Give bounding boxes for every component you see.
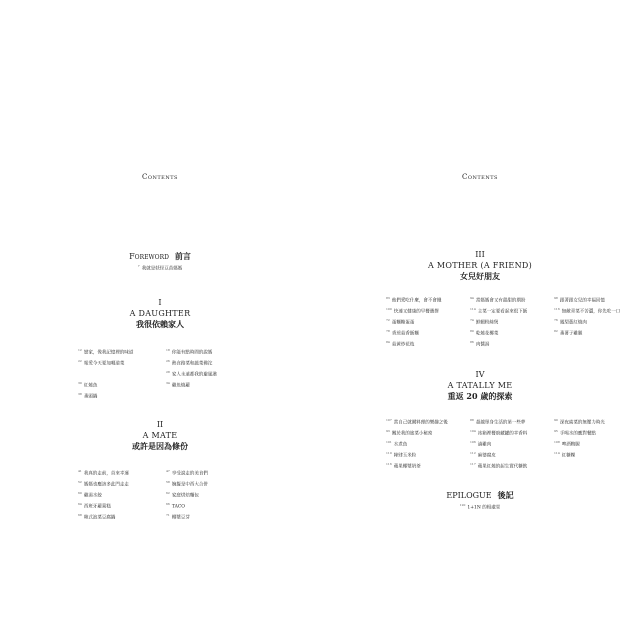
entry-title: 關於我的旅菜小秘密 [391, 431, 433, 437]
entry-number: 100 [386, 307, 392, 311]
entry-number: 12 [78, 348, 82, 352]
entry-title: 蘋果椰漿奶茶 [393, 464, 421, 470]
toc-entry [386, 437, 464, 448]
entry-number: 72 [386, 318, 390, 322]
section-title-zh: 或許是因為條份 [132, 441, 188, 451]
toc-entry [386, 326, 464, 337]
toc-entry [470, 293, 548, 304]
toc-entry [470, 326, 548, 337]
entry-number: 78 [386, 329, 390, 333]
entry-title: 主菜一定要看起來很下飯 [477, 309, 528, 315]
toc-entry [554, 415, 632, 426]
foreword-heading [0, 251, 320, 262]
entry-title: 冰箱裡餐廚藏罐的幸香料 [477, 431, 528, 437]
entry-number: 120 [459, 503, 466, 507]
entry-title: 蘋果紅燒的起生實代糖飲 [477, 464, 528, 470]
entry-title: 我真的走前，首來幸運 [83, 471, 129, 477]
entry-title: 家庭烘焙麵包 [171, 493, 199, 499]
entry-title: 戀家，像我記憶裡的味道 [83, 350, 134, 356]
epilogue-zh: 後記 [497, 490, 514, 500]
entry-title: 家人永遠都我的避風港 [171, 372, 217, 378]
entry-number: 7 [137, 264, 140, 268]
toc-entry [554, 426, 632, 437]
entry-number: 93 [386, 429, 390, 433]
entry-title: 乾燒花椰菜 [475, 331, 499, 337]
toc-entry [386, 293, 464, 304]
section-title-en: A MOTHER (A FRIEND) [427, 261, 533, 270]
entry-number: 82 [554, 329, 558, 333]
toc-entry [470, 437, 548, 448]
entry-number: 108 [554, 440, 560, 444]
section-4-entries [386, 415, 632, 470]
toc-entry [166, 378, 248, 389]
epilogue-heading [320, 490, 640, 501]
section-number: IV [475, 370, 485, 379]
entry-title: 當媽媽會又有甜甜的期盼 [475, 298, 526, 304]
entry-title: 熱食路菜和蔬菜佛沱 [171, 361, 213, 367]
entry-number: 38 [78, 392, 82, 396]
entry-title: 當自己就爾料理的樂趣之後 [393, 420, 448, 426]
toc-entry [166, 367, 248, 378]
toc-entry [554, 448, 632, 459]
entry-title: 蛋麵糖蛋蛋 [391, 320, 415, 326]
entry-title: 西班牙蘿蔔糕 [83, 504, 111, 510]
entry-title: 享受說走的美食們 [171, 471, 208, 477]
entry-title: 無敵青菜不苦澀，你先吃一口 [561, 309, 621, 315]
toc-entry [554, 437, 632, 448]
entry-title: 雞魚燒蘿 [171, 383, 190, 389]
toc-entry [470, 315, 548, 326]
section-title-zh: 女兒好朋友 [460, 271, 500, 281]
entry-number: 52 [78, 480, 82, 484]
toc-entry [78, 356, 160, 367]
section-2-heading [0, 420, 320, 452]
entry-title: 鮮蝦粉絲煲 [475, 320, 499, 326]
entry-number: 114 [554, 451, 560, 455]
contents-title: Contents [142, 173, 178, 181]
toc-entry [78, 488, 160, 499]
toc-entry [78, 466, 160, 477]
epilogue-entry [320, 501, 640, 513]
entry-number: 94 [470, 296, 474, 300]
section-title-en: A DAUGHTER [129, 309, 191, 318]
section-3-entries [386, 293, 632, 348]
entry-title: 1+1N 的相處堂 [467, 505, 501, 511]
foreword-en: Foreword [129, 252, 169, 261]
entry-title: 跟著跟女兒的幸福回憶 [559, 298, 605, 304]
entry-number: 84 [386, 340, 390, 344]
toc-entry [386, 415, 464, 426]
toc-entry [166, 477, 248, 488]
entry-number: 110 [386, 451, 392, 455]
entry-number: 22 [78, 359, 82, 363]
entry-title: 我就是妖怪豆苗媽媽 [141, 266, 183, 272]
entry-title: 他們愛吃什麼，會不會餓 [391, 298, 442, 304]
entry-title: 韓肆玉米粒 [393, 453, 417, 459]
entry-title: 你能有點時間的說媽 [171, 350, 213, 356]
entry-title: 蒜黃炒花枝 [391, 342, 415, 348]
foreword-entry [0, 262, 320, 274]
entry-number: 76 [554, 318, 558, 322]
entry-number: 116 [386, 462, 392, 466]
entry-number: 68 [78, 513, 82, 517]
toc-entry [78, 345, 160, 356]
section-title-zh: 我很依賴家人 [136, 319, 184, 329]
entry-title: 鳳梨蔥紅燒肉 [559, 320, 587, 326]
entry-title: 啤酒鴨腿 [561, 442, 580, 448]
entry-number: 58 [166, 480, 170, 484]
entry-number: 60 [78, 491, 82, 495]
entry-title: 番頭鍋 [83, 394, 98, 400]
toc-entry [166, 488, 248, 499]
entry-title: 椰漿豆芽 [171, 515, 190, 521]
entry-number: 116 [554, 307, 560, 311]
toc-entry [78, 367, 160, 378]
entry-number: 86 [470, 340, 474, 344]
right-page [320, 0, 640, 640]
toc-entry [166, 466, 248, 477]
entry-number: 30 [78, 381, 82, 385]
toc-entry [78, 378, 160, 389]
entry-number: 117 [470, 462, 476, 466]
toc-entry [166, 356, 248, 367]
entry-title: 紅燒魚 [83, 383, 98, 389]
toc-entry [386, 459, 464, 470]
entry-number: 106 [470, 440, 476, 444]
epilogue-en: EPILOGUE [446, 491, 492, 500]
entry-title: 紅糖粿 [561, 453, 576, 459]
epilogue-section [320, 490, 640, 513]
foreword-zh: 前言 [174, 251, 191, 261]
entry-number: 104 [470, 429, 476, 433]
toc-entry [166, 345, 248, 356]
entry-number: 101 [386, 440, 392, 444]
toc-entry [554, 293, 632, 304]
section-1-entries [78, 345, 248, 400]
section-1-heading [0, 298, 320, 330]
entry-title: 香煎蒜香飯麵 [391, 331, 419, 337]
entry-number: 62 [166, 491, 170, 495]
entry-number: 98 [554, 296, 558, 300]
entry-number: 71 [166, 513, 170, 517]
toc-entry [78, 510, 160, 521]
toc-entry [554, 326, 632, 337]
entry-number: 107 [386, 418, 392, 422]
toc-entry [386, 304, 464, 315]
entry-title: 超越單身生活的第一些夢 [475, 420, 526, 426]
entry-title: 手喝水的應對餐點 [559, 431, 596, 437]
toc-entry [166, 510, 248, 521]
toc-entry [78, 389, 160, 400]
toc-entry [470, 304, 548, 315]
entry-number: 112 [470, 451, 476, 455]
entry-number: 28 [166, 370, 170, 374]
toc-entry [78, 499, 160, 510]
toc-entry [386, 315, 464, 326]
section-4-heading [320, 370, 640, 402]
toc-entry [554, 315, 632, 326]
entry-title: 肉醬湯 [475, 342, 490, 348]
section-title-en: A TATALLY ME [447, 381, 513, 390]
entry-number: 18 [166, 348, 170, 352]
entry-title: 深夜齒菜的無壓力時光 [559, 420, 605, 426]
section-3-heading [320, 250, 640, 282]
entry-number: 66 [166, 502, 170, 506]
toc-entry [470, 415, 548, 426]
entry-number: 80 [470, 329, 474, 333]
entry-title: 韓式泡菜豆腐鍋 [83, 515, 116, 521]
section-number: III [475, 250, 485, 259]
entry-title: 麻婆腐皮 [477, 453, 496, 459]
entry-number: 34 [166, 381, 170, 385]
entry-number: 47 [166, 469, 170, 473]
contents-title: Contents [462, 173, 498, 181]
toc-entry [470, 426, 548, 437]
toc-entry [386, 426, 464, 437]
entry-number: 114 [470, 307, 476, 311]
foreword-section [0, 251, 320, 274]
entry-title: 雞湯水餃 [83, 493, 102, 499]
entry-title: 婉擬是中西大合併 [171, 482, 208, 488]
entry-number: 26 [166, 359, 170, 363]
section-number: I [158, 298, 162, 307]
section-title-zh: 重返 20 歲的探索 [447, 391, 513, 401]
entry-title: 番薯子雞腿 [559, 331, 583, 337]
toc-entry [470, 459, 548, 470]
entry-number: 88 [470, 418, 474, 422]
toc-entry [470, 337, 548, 348]
section-2-entries [78, 466, 248, 521]
entry-title: 滷雞肉 [477, 442, 492, 448]
toc-entry [386, 448, 464, 459]
entry-title: 快速又健康的早餐選擇 [393, 309, 439, 315]
entry-title: 水煮魚 [393, 442, 408, 448]
entry-number: 74 [470, 318, 474, 322]
toc-entry [470, 448, 548, 459]
entry-title: TACO [171, 504, 185, 510]
entry-number: 83 [386, 296, 390, 300]
section-title-en: A MATE [142, 431, 178, 440]
toc-entry [78, 477, 160, 488]
entry-title: 媽媽也應該多此門走走 [83, 482, 129, 488]
entry-number: 90 [554, 418, 558, 422]
toc-entry [386, 337, 464, 348]
entry-number: 64 [78, 502, 82, 506]
entry-number: 95 [554, 429, 558, 433]
toc-entry [554, 304, 632, 315]
entry-number: 41 [78, 469, 82, 473]
toc-entry [166, 499, 248, 510]
section-number: II [156, 420, 164, 429]
entry-title: 報愛今天要加哪道菜 [83, 361, 125, 367]
